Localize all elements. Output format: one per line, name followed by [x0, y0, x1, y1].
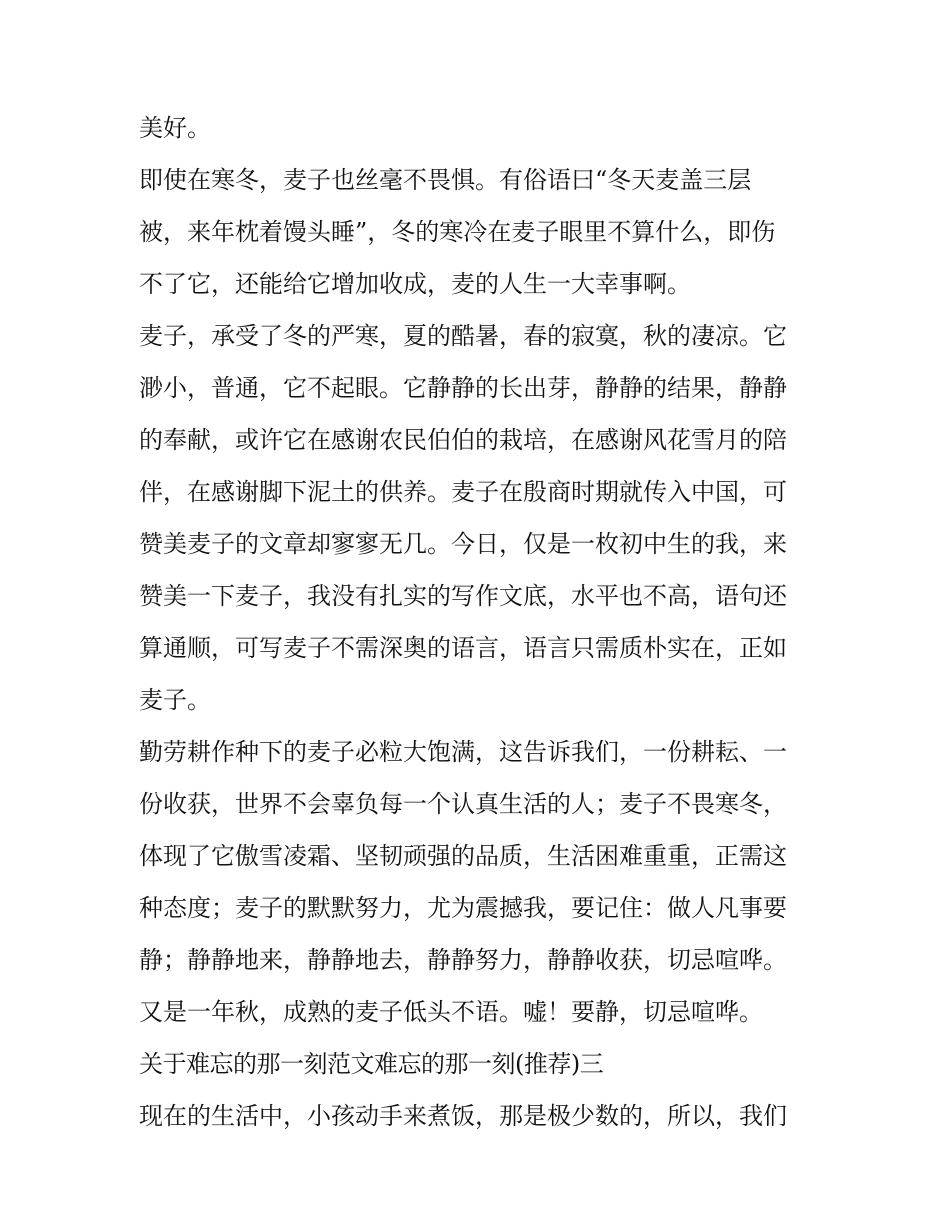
text-line: 份收获，世界不会辜负每一个认真生活的人；麦子不畏寒冬，	[139, 790, 787, 818]
text-line: 渺小，普通，它不起眼。它静静的长出芽，静静的结果，静静	[139, 374, 787, 402]
text-line: 麦子，承受了冬的严寒，夏的酷暑，春的寂寞，秋的凄凉。它	[139, 322, 787, 350]
text-line: 即使在寒冬，麦子也丝毫不畏惧。有俗语曰“冬天麦盖三层	[139, 166, 752, 194]
text-line: 麦子。	[139, 686, 211, 714]
text-line: 体现了它傲雪凌霜、坚韧顽强的品质，生活困难重重，正需这	[139, 842, 787, 870]
text-line: 不了它，还能给它增加收成，麦的人生一大幸事啊。	[139, 270, 691, 298]
text-line: 又是一年秋，成熟的麦子低头不语。嘘！要静，切忌喧哗。	[139, 998, 763, 1026]
text-line: 现在的生活中，小孩动手来煮饭，那是极少数的，所以，我们	[139, 1102, 787, 1130]
text-line: 静；静静地来，静静地去，静静努力，静静收获，切忌喧哗。	[139, 946, 787, 974]
text-line: 美好。	[139, 114, 211, 142]
document-body	[139, 107, 839, 1147]
text-line: 的奉献，或许它在感谢农民伯伯的栽培，在感谢风花雪月的陪	[139, 426, 787, 454]
text-line: 算通顺，可写麦子不需深奥的语言，语言只需质朴实在，正如	[139, 634, 787, 662]
section-heading: 关于难忘的那一刻范文难忘的那一刻(推荐)三	[139, 1050, 604, 1078]
text-line: 伴，在感谢脚下泥土的供养。麦子在殷商时期就传入中国，可	[139, 478, 787, 506]
text-line: 勤劳耕作种下的麦子必粒大饱满，这告诉我们，一份耕耘、一	[139, 738, 787, 766]
text-line: 赞美麦子的文章却寥寥无几。今日，仅是一枚初中生的我，来	[139, 530, 787, 558]
text-line: 赞美一下麦子，我没有扎实的写作文底，水平也不高，语句还	[139, 582, 787, 610]
text-line: 种态度；麦子的默默努力，尤为震撼我，要记住：做人凡事要	[139, 894, 787, 922]
text-line: 被，来年枕着馒头睡”，冬的寒冷在麦子眼里不算什么，即伤	[139, 218, 776, 246]
